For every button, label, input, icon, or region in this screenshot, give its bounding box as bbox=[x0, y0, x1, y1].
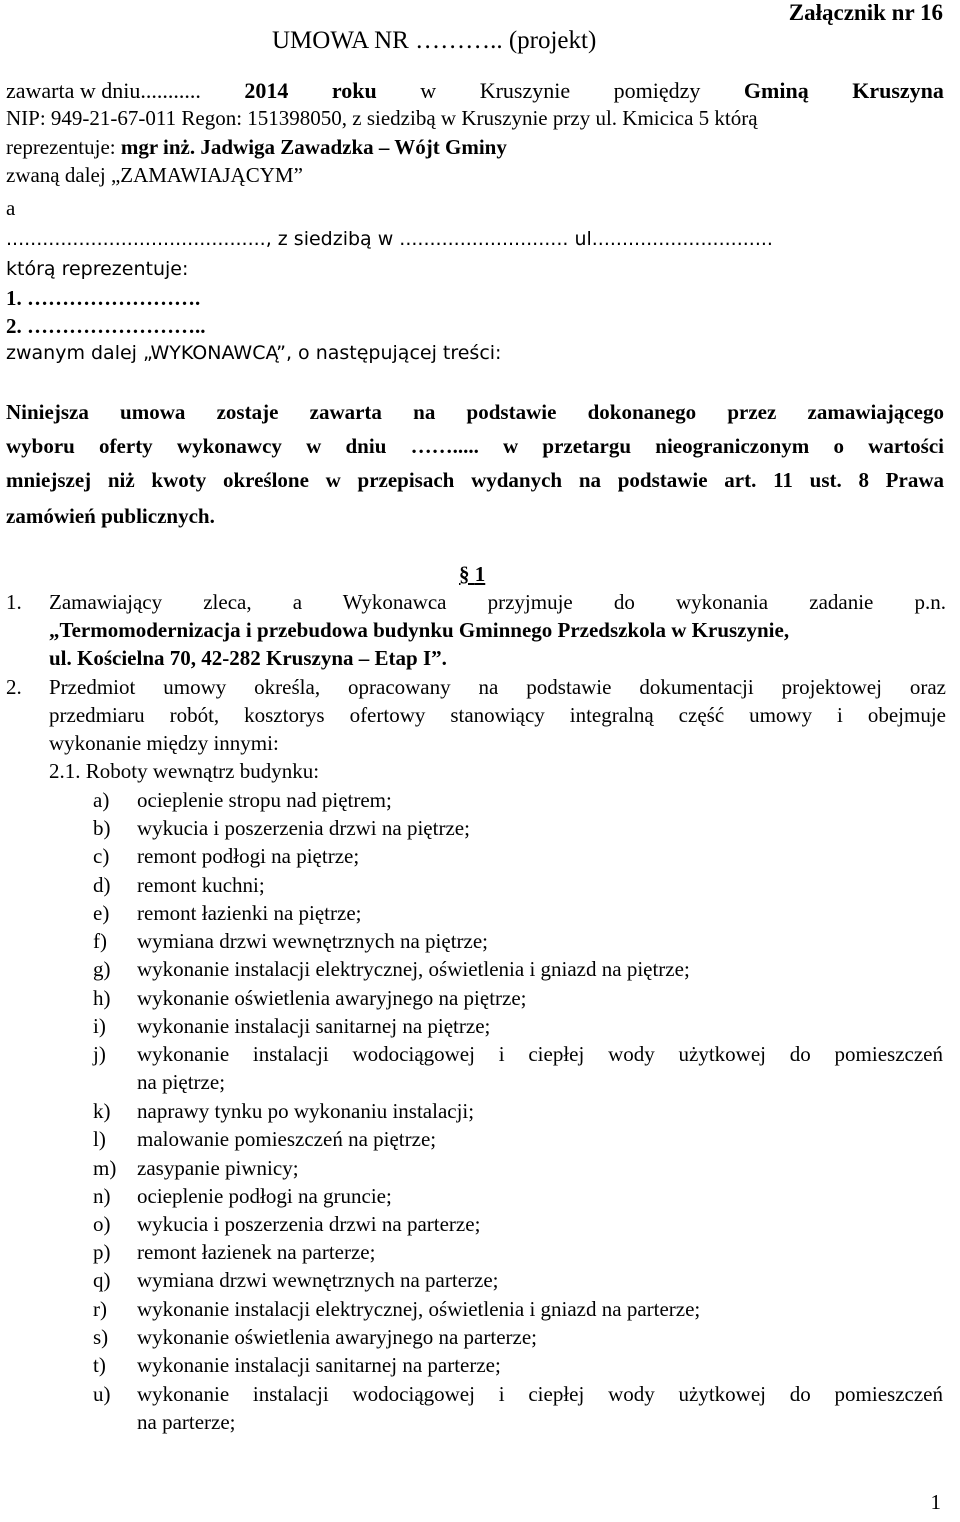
item-text: remont łazienki na piętrze; bbox=[137, 901, 362, 925]
ordering-party-alias: zwaną dalej „ZAMAWIAJĄCYM” bbox=[6, 163, 303, 187]
paragraph-2-line-1: Przedmiot umowy określa, opracowany na podstawie dokumentacji projektowej oraz bbox=[49, 675, 946, 699]
item-label: u) bbox=[93, 1382, 111, 1406]
item-label: f) bbox=[93, 929, 107, 953]
represented-by-label: reprezentuje: bbox=[6, 135, 116, 159]
item-text: wymiana drzwi wewnętrznych na parterze; bbox=[137, 1268, 499, 1292]
item-text: wykucia i poszerzenia drzwi na parterze; bbox=[137, 1212, 481, 1236]
intro-line-2: wyboru oferty wykonawcy w dniu ……..... w przetargu nieograniczonym o wartości bbox=[6, 434, 944, 458]
subsection-number: 2.1. bbox=[49, 759, 81, 783]
word-w: w bbox=[420, 78, 437, 103]
paragraph-1-text: Zamawiający zleca, a Wykonawca przyjmuje do wykonania zadanie p.n. bbox=[49, 590, 946, 614]
intro-line-4: zamówień publicznych. bbox=[6, 504, 215, 528]
document-title: UMOWA NR ……….. (projekt) bbox=[272, 27, 597, 54]
item-label: a) bbox=[93, 788, 110, 812]
item-text: naprawy tynku po wykonaniu instalacji; bbox=[137, 1099, 475, 1123]
contractor-alias: zwanym dalej „WYKONAWCĄ”, o następującej treści: bbox=[6, 342, 502, 364]
item-label: p) bbox=[93, 1240, 111, 1264]
item-text: remont podłogi na piętrze; bbox=[137, 844, 360, 868]
item-text: wykonanie oświetlenia awaryjnego na parterze; bbox=[137, 1325, 537, 1349]
word-between: pomiędzy bbox=[613, 78, 701, 103]
intro-line-1: Niniejsza umowa zostaje zawarta na podstawie dokonanego przez zamawiającego bbox=[6, 400, 944, 424]
item-label: m) bbox=[93, 1156, 117, 1180]
party-municipality: Gminą bbox=[743, 78, 809, 103]
item-text: wykonanie instalacji sanitarnej na parterze; bbox=[137, 1353, 501, 1377]
item-label: g) bbox=[93, 957, 111, 981]
item-text: wykonanie instalacji sanitarnej na piętrze; bbox=[137, 1014, 491, 1038]
item-text: wykonanie instalacji wodociągowej i ciepłej wody użytkowej do pomieszczeń bbox=[137, 1042, 943, 1066]
attachment-label: Załącznik nr 16 bbox=[788, 0, 943, 25]
item-label: r) bbox=[93, 1297, 107, 1321]
page-number: 1 bbox=[930, 1490, 941, 1514]
item-label: d) bbox=[93, 873, 111, 897]
item-label: e) bbox=[93, 901, 110, 925]
section-heading bbox=[459, 562, 485, 587]
representative-2: 2. …………………….. bbox=[6, 314, 206, 338]
representative-title: mgr inż bbox=[120, 135, 190, 159]
task-name-line-2: ul. Kościelna 70, 42-282 Kruszyna – Etap I”. bbox=[49, 646, 447, 670]
item-text: wymiana drzwi wewnętrznych na piętrze; bbox=[137, 929, 489, 953]
item-label: t) bbox=[93, 1353, 106, 1377]
section-number: 1 bbox=[474, 562, 486, 586]
item-text: wykonanie instalacji elektrycznej, oświetlenia i gniazd na parterze; bbox=[137, 1297, 701, 1321]
parties-line-3 bbox=[6, 135, 507, 160]
paragraph-2-number: 2. bbox=[6, 675, 22, 699]
item-text: zasypanie piwnicy; bbox=[137, 1156, 299, 1180]
representative-1: 1. ……………………. bbox=[6, 286, 201, 310]
item-label: o) bbox=[93, 1212, 111, 1236]
contract-year-word: roku bbox=[331, 78, 377, 103]
item-text: malowanie pomieszczeń na piętrze; bbox=[137, 1127, 437, 1151]
item-label: c) bbox=[93, 844, 110, 868]
item-text-continued: na parterze; bbox=[137, 1410, 236, 1434]
parties-line-1 bbox=[6, 78, 944, 104]
paragraph-2-line-3: wykonanie między innymi: bbox=[49, 731, 279, 755]
representative-name: . Jadwiga Zawadzka – Wójt Gminy bbox=[189, 135, 507, 159]
item-label: j) bbox=[93, 1042, 106, 1066]
contract-date: zawarta w dniu........... bbox=[6, 78, 201, 103]
item-label: b) bbox=[93, 816, 111, 840]
intro-line-3: mniejszej niż kwoty określone w przepisach wydanych na podstawie art. 11 ust. 8 Prawa bbox=[6, 468, 944, 492]
item-label: i) bbox=[93, 1014, 106, 1038]
item-text: wykucia i poszerzenia drzwi na piętrze; bbox=[137, 816, 470, 840]
task-name-line-1: „Termomodernizacja i przebudowa budynku Gminnego Przedszkola w Kruszynie, bbox=[49, 618, 790, 642]
item-label: k) bbox=[93, 1099, 111, 1123]
contractor-represented-by: którą reprezentuje: bbox=[6, 258, 189, 280]
party-municipality-name: Kruszyna bbox=[852, 78, 944, 103]
conjunction-a: a bbox=[6, 196, 16, 220]
item-label: q) bbox=[93, 1268, 111, 1292]
item-text: ocieplenie podłogi na gruncie; bbox=[137, 1184, 392, 1208]
item-text-continued: na piętrze; bbox=[137, 1070, 226, 1094]
item-text: wykonanie instalacji wodociągowej i ciepłej wody użytkowej do pomieszczeń bbox=[137, 1382, 943, 1406]
item-text: wykonanie oświetlenia awaryjnego na piętrze; bbox=[137, 986, 527, 1010]
item-text: remont kuchni; bbox=[137, 873, 265, 897]
item-label: s) bbox=[93, 1325, 109, 1349]
subsection-title: Roboty wewnątrz budynku: bbox=[85, 759, 320, 783]
contractor-address-line: ..........................................., z siedzibą w ............................ ul.............................. bbox=[6, 228, 773, 250]
subsection-2-1 bbox=[49, 759, 319, 784]
item-text: remont łazienek na parterze; bbox=[137, 1240, 376, 1264]
paragraph-1-number: 1. bbox=[6, 590, 22, 614]
item-label: h) bbox=[93, 986, 111, 1010]
item-text: wykonanie instalacji elektrycznej, oświetlenia i gniazd na piętrze; bbox=[137, 957, 690, 981]
parties-line-2: NIP: 949-21-67-011 Regon: 151398050, z siedzibą w Kruszynie przy ul. Kmicica 5 którą bbox=[6, 106, 758, 130]
section-mark: § bbox=[459, 562, 470, 586]
paragraph-2-line-2: przedmiaru robót, kosztorys ofertowy stanowiący integralną część umowy i obejmuje bbox=[49, 703, 946, 727]
item-text: ocieplenie stropu nad piętrem; bbox=[137, 788, 392, 812]
item-label: l) bbox=[93, 1127, 106, 1151]
item-label: n) bbox=[93, 1184, 111, 1208]
contract-year: 2014 bbox=[244, 78, 289, 103]
town-name: Kruszynie bbox=[479, 78, 571, 103]
